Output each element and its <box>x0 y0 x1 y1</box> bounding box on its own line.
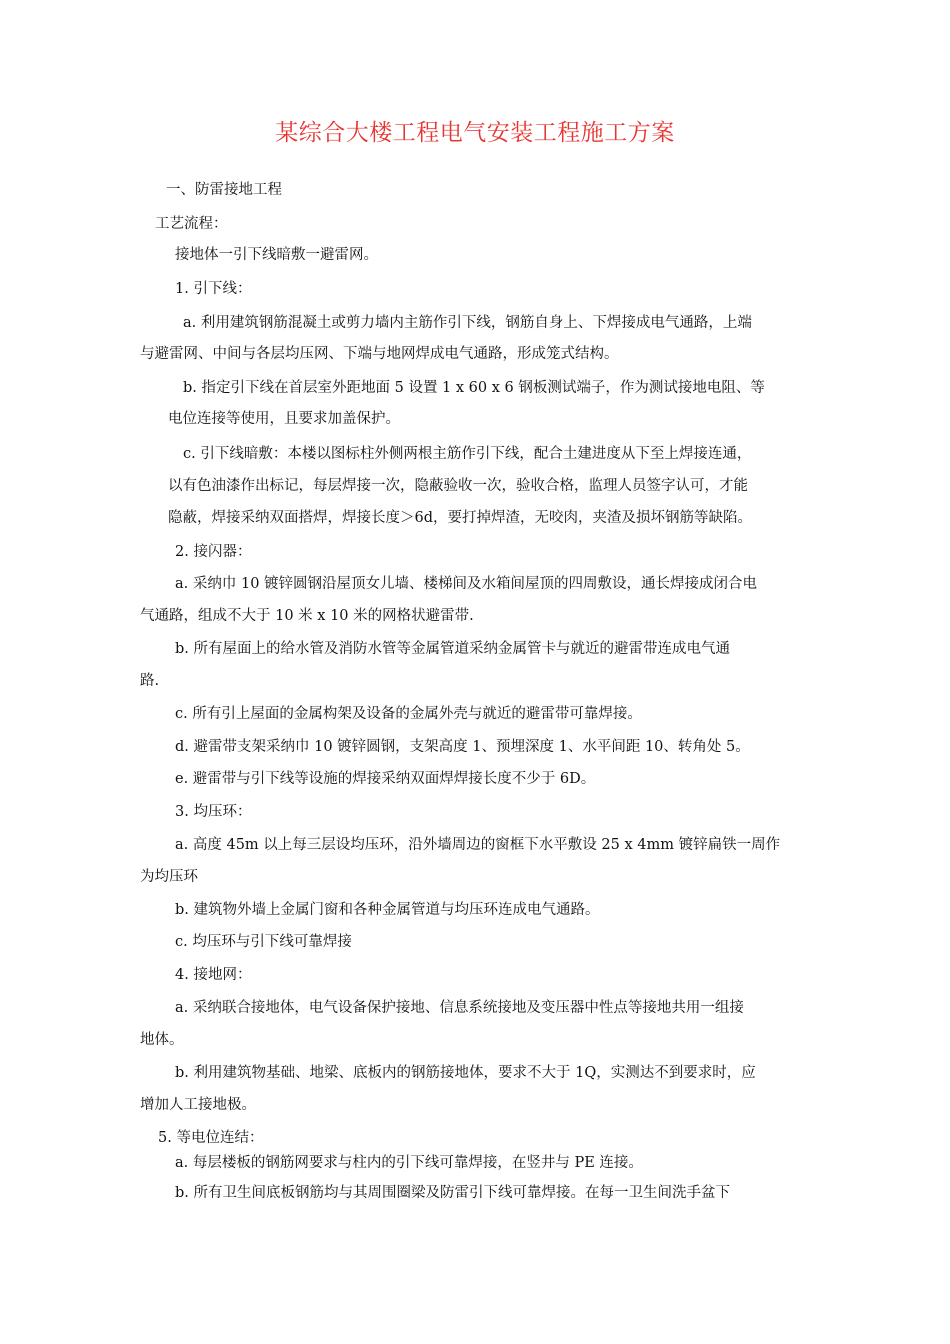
paragraph-line: 隐蔽，焊接采纳双面搭焊，焊接长度＞6d，要打掉焊渣，无咬肉，夹渣及损坏钢筋等缺陷。 <box>168 510 753 526</box>
document-title: 某综合大楼工程电气安装工程施工方案 <box>275 120 675 146</box>
paragraph-line: c. 所有引上屋面的金属构架及设备的金属外壳与就近的避雷带可靠焊接。 <box>175 706 642 722</box>
paragraph-line: e. 避雷带与引下线等设施的焊接采纳双面焊焊接长度不少于 6D。 <box>175 771 596 787</box>
paragraph-line: 工艺流程： <box>155 216 228 232</box>
subsection-heading: 4. 接地网： <box>175 967 252 983</box>
paragraph-line: a. 采纳巾 10 镀锌圆钢沿屋顶女儿墙、楼梯间及水箱间屋顶的四周敷设，通长焊接成闭合电 <box>175 576 758 592</box>
paragraph-line: 电位连接等使用，且要求加盖保护。 <box>168 411 400 427</box>
subsection-heading: 5. 等电位连结： <box>158 1130 264 1146</box>
paragraph-line: b. 指定引下线在首层室外距地面 5 设置 1 x 60 x 6 钢板测试端子，作为测试接地电阻、等 <box>183 380 765 396</box>
paragraph-line: b. 所有卫生间底板钢筋均与其周围圈梁及防雷引下线可靠焊接。在每一卫生间洗手盆下 <box>175 1185 730 1201</box>
paragraph-line: d. 避雷带支架采纳巾 10 镀锌圆钢，支架高度 1、预埋深度 1、水平间距 10、转角处 5。 <box>175 739 750 755</box>
paragraph-line: 气通路，组成不大于 10 米 x 10 米的网格状避雷带. <box>140 608 474 624</box>
paragraph-line: c. 引下线暗敷：本楼以图标柱外侧两根主筋作引下线，配合土建进度从下至上焊接连通， <box>183 446 752 462</box>
section-heading: 一、防雷接地工程 <box>166 182 282 198</box>
paragraph-line: 增加人工接地极。 <box>140 1097 256 1113</box>
paragraph-line: 接地体一引下线暗敷一避雷网。 <box>175 247 378 263</box>
paragraph-line: a. 采纳联合接地体，电气设备保护接地、信息系统接地及变压器中性点等接地共用一组接 <box>175 1000 744 1016</box>
paragraph-line: b. 利用建筑物基础、地梁、底板内的钢筋接地体，要求不大于 1Q，实测达不到要求时，应 <box>175 1065 756 1081</box>
subsection-heading: 2. 接闪器： <box>175 544 252 560</box>
paragraph-line: 地体。 <box>140 1032 184 1048</box>
paragraph-line: 路. <box>140 673 160 689</box>
paragraph-line: 以有色油漆作出标记，每层焊接一次，隐蔽验收一次，验收合格，监理人员签字认可，才能 <box>168 478 748 494</box>
subsection-heading: 1. 引下线： <box>175 281 252 297</box>
paragraph-line: b. 建筑物外墙上金属门窗和各种金属管道与均压环连成电气通路。 <box>175 902 600 918</box>
paragraph-line: a. 利用建筑钢筋混凝土或剪力墙内主筋作引下线，钢筋自身上、下焊接成电气通路，上端 <box>183 315 752 331</box>
paragraph-line: a. 高度 45m 以上每三层设均压环，沿外墙周边的窗框下水平敷设 25 x 4mm 镀锌扁铁一周作 <box>175 837 781 853</box>
paragraph-line: c. 均压环与引下线可靠焊接 <box>175 934 352 950</box>
paragraph-line: 为均压环 <box>140 869 198 885</box>
paragraph-line: a. 每层楼板的钢筋网要求与柱内的引下线可靠焊接，在竖井与 PE 连接。 <box>175 1155 643 1171</box>
paragraph-line: 与避雷网、中间与各层均压网、下端与地网焊成电气通路，形成笼式结构。 <box>140 346 619 362</box>
paragraph-line: b. 所有屋面上的给水管及消防水管等金属管道采纳金属管卡与就近的避雷带连成电气通 <box>175 641 730 657</box>
subsection-heading: 3. 均压环： <box>175 804 252 820</box>
